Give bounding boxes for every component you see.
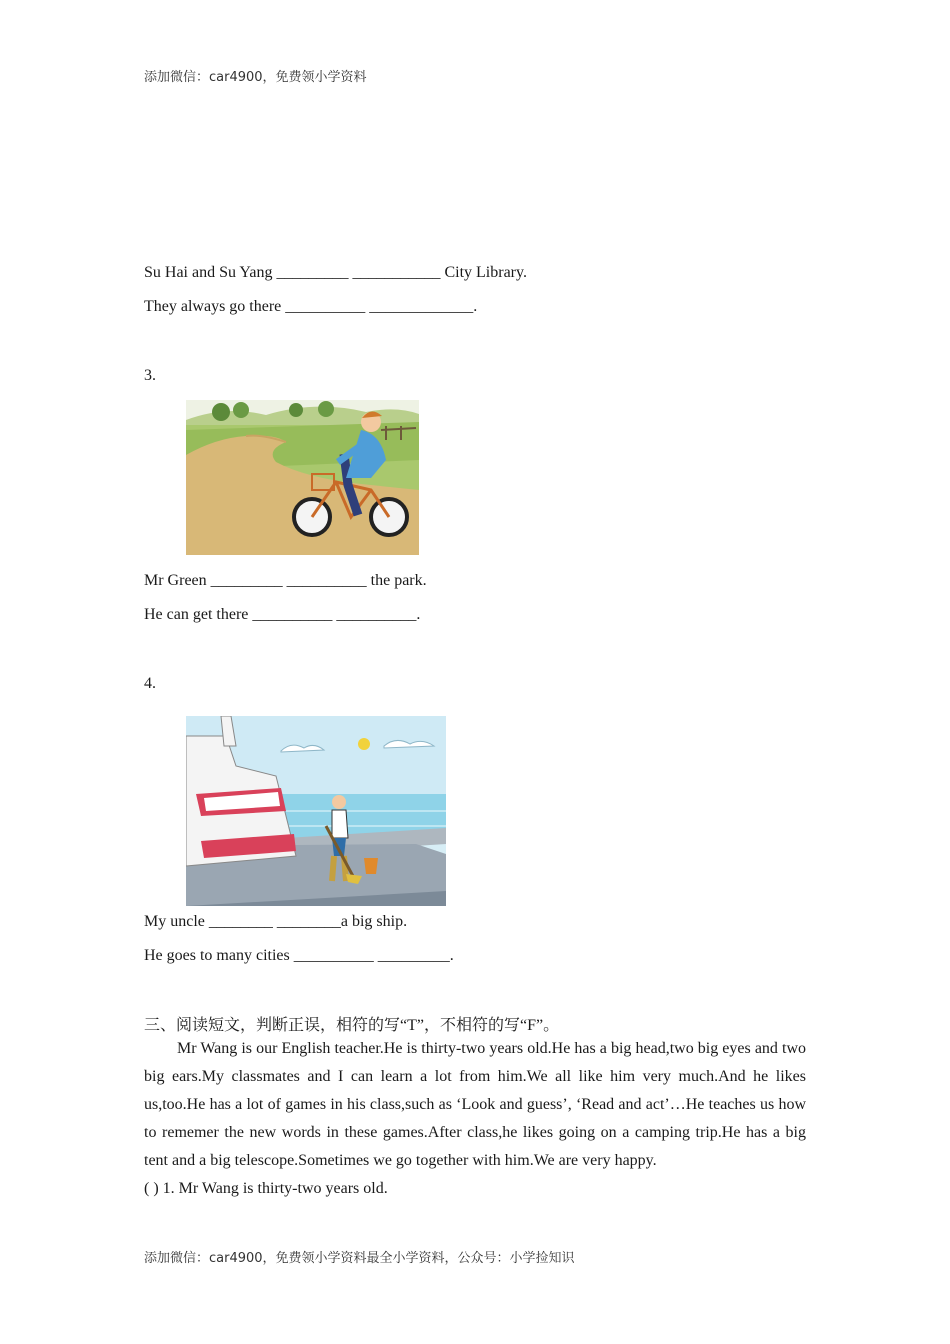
bicycle-picture xyxy=(186,400,419,555)
page-header: 添加微信：car4900，免费领小学资料 xyxy=(144,70,367,85)
q3-line-1: Mr Green _________ __________ the park. xyxy=(144,572,427,589)
reading-passage: Mr Wang is our English teacher.He is thirty-two years old.He has a big head,two big eyes and two big ears.My classmates and I can learn a lot from him.We all like him very much.And he likes us,too.He has a lot of games in his class,such as ‘Look and guess’, ‘Read and act’…He teaches us how to rememer the new words in these games.After class,he likes going on a camping trip.He has a big tent and a big telescope.Sometimes we go together with him.We are very happy. xyxy=(144,1040,806,1169)
page-footer: 添加微信：car4900，免费领小学资料最全小学资料，公众号：小学捡知识 xyxy=(144,1251,575,1266)
tf-item-1-bracket[interactable]: ( ) xyxy=(144,1180,159,1197)
q2-line-2: They always go there __________ _____________. xyxy=(144,298,478,315)
tf-item-1-text: 1. Mr Wang is thirty-two years old. xyxy=(162,1180,388,1197)
tf-item-1 xyxy=(144,1180,388,1198)
q2-line-1: Su Hai and Su Yang _________ ___________ City Library. xyxy=(144,264,527,281)
q4-line-1: My uncle ________ ________a big ship. xyxy=(144,913,408,930)
ship-picture xyxy=(186,716,446,906)
q4-number: 4. xyxy=(144,675,156,692)
section-3-heading: 三、阅读短文，判断正误，相符的写“T”，不相符的写“F”。 xyxy=(144,1017,560,1034)
q3-line-2: He can get there __________ __________. xyxy=(144,606,421,623)
q3-number: 3. xyxy=(144,367,156,384)
q4-line-2: He goes to many cities __________ _________. xyxy=(144,947,454,964)
